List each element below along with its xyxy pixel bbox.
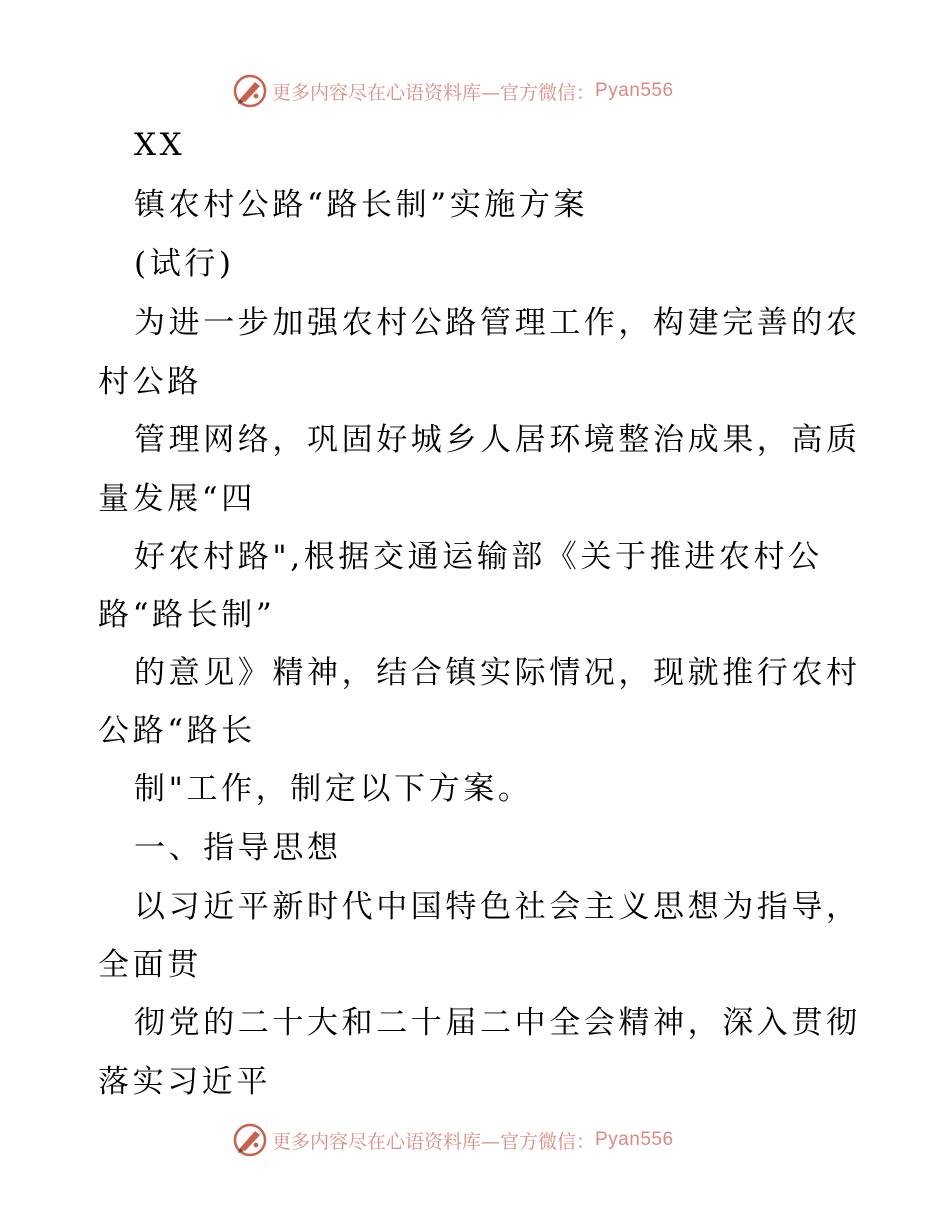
doc-title-prefix: XX <box>134 127 186 163</box>
paragraph-line: 量发展“四 <box>98 481 256 517</box>
paragraph-line: 彻党的二十大和二十届二中全会精神，深入贯彻 <box>134 1005 861 1041</box>
paragraph-line: 村公路 <box>98 364 202 400</box>
paragraph-line: 路“路长制” <box>98 597 276 633</box>
paragraph-line: 管理网络，巩固好城乡人居环境整治成果，高质 <box>134 422 861 458</box>
paragraph-line: 公路“路长 <box>98 713 256 749</box>
paragraph-line: 落实习近平 <box>98 1064 271 1100</box>
paragraph-line: 以习近平新时代中国特色社会主义思想为指导， <box>134 889 861 925</box>
watermark-wechat-id: Pyan556 <box>595 80 674 101</box>
section-heading: 一、指导思想 <box>134 830 342 866</box>
watermark-text: 更多内容尽在心语资料库—官方微信： <box>272 81 596 104</box>
paragraph-line: 全面贯 <box>98 947 202 983</box>
pen-logo-icon <box>232 73 268 109</box>
paragraph-line: 好农村路",根据交通运输部《关于推进农村公 <box>134 539 823 575</box>
doc-subtitle: (试行) <box>134 246 235 282</box>
paragraph-line: 的意见》精神，结合镇实际情况，现就推行农村 <box>134 655 861 691</box>
watermark-wechat-id: Pyan556 <box>595 1129 674 1150</box>
pen-logo-icon <box>232 1122 268 1158</box>
watermark-banner-top <box>232 71 732 111</box>
paragraph-line: 为进一步加强农村公路管理工作，构建完善的农 <box>134 305 861 341</box>
watermark-banner-bottom <box>232 1120 732 1160</box>
doc-title: 镇农村公路“路长制”实施方案 <box>134 187 589 223</box>
paragraph-line: 制"工作，制定以下方案。 <box>134 771 533 807</box>
watermark-text: 更多内容尽在心语资料库—官方微信： <box>272 1130 596 1153</box>
